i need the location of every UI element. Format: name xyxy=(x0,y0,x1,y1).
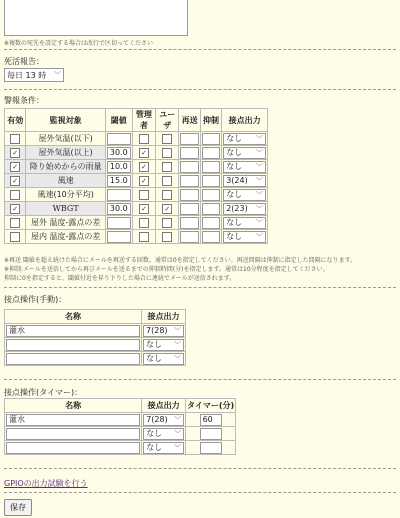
manual-row xyxy=(5,338,186,352)
select-value: なし xyxy=(146,354,163,363)
admin-checkbox[interactable]: ✓ xyxy=(139,176,149,186)
chevron-down-icon: ﹀ xyxy=(174,429,182,438)
output-select[interactable] xyxy=(223,175,266,187)
divider xyxy=(4,49,396,50)
select-value: 2(23) xyxy=(226,204,248,213)
manual-label: 接点操作(手動)： xyxy=(4,295,67,304)
divider xyxy=(4,89,396,90)
alarm-header-cell xyxy=(222,109,268,132)
heartbeat-select[interactable] xyxy=(4,68,64,82)
output-select[interactable] xyxy=(223,161,266,173)
timer-header-row xyxy=(5,399,236,413)
chevron-down-icon: ﹀ xyxy=(256,134,263,143)
chevron-down-icon: ﹀ xyxy=(256,148,263,157)
manual-header-0: 名称 xyxy=(65,312,81,321)
output-select[interactable] xyxy=(223,203,266,215)
manual-output-select[interactable] xyxy=(143,339,184,351)
select-value: なし xyxy=(146,340,163,349)
admin-checkbox[interactable]: ✓ xyxy=(139,204,149,214)
enabled-checkbox[interactable] xyxy=(10,134,20,144)
resend-input[interactable] xyxy=(180,189,198,201)
threshold-input[interactable]: 30.0 xyxy=(107,147,131,159)
threshold-input[interactable]: 30.0 xyxy=(107,203,131,215)
alarm-header-6: 抑制 xyxy=(203,115,219,125)
select-value: なし xyxy=(226,190,243,199)
chevron-down-icon: ﹀ xyxy=(174,326,181,335)
resend-input[interactable] xyxy=(180,231,198,243)
chevron-down-icon: ﹀ xyxy=(174,340,181,349)
select-value: なし xyxy=(226,162,243,171)
chevron-down-icon: ﹀ xyxy=(174,443,182,452)
alarm-note-zero: 抑制に0を指定すると、閾値付近を昇り下りした場合に連続でメールが送信されます。 xyxy=(4,275,236,282)
alarm-header-1: 監視対象 xyxy=(49,115,82,125)
chevron-down-icon: ﹀ xyxy=(174,415,182,424)
manual-output-select[interactable] xyxy=(143,353,184,365)
user-checkbox[interactable] xyxy=(162,218,172,228)
suppress-input[interactable] xyxy=(202,133,220,145)
timer-header-0: 名称 xyxy=(65,401,82,410)
resend-input[interactable] xyxy=(180,161,198,173)
gpio-test-link[interactable]: GPIOの出力試験を行う xyxy=(4,479,88,488)
select-value: 7(28) xyxy=(146,326,168,335)
timer-name-input[interactable]: 灌水 xyxy=(6,414,140,426)
manual-row xyxy=(5,324,186,338)
suppress-input[interactable] xyxy=(202,231,220,243)
timer-name-input[interactable] xyxy=(6,428,140,440)
timer-minutes-input[interactable] xyxy=(200,442,222,454)
suppress-input[interactable] xyxy=(202,161,220,173)
alarm-row xyxy=(5,188,268,202)
threshold-input[interactable] xyxy=(107,217,131,229)
threshold-input[interactable]: 10.0 xyxy=(107,161,131,173)
user-checkbox[interactable] xyxy=(162,162,172,172)
chevron-down-icon: ﹀ xyxy=(54,71,61,79)
alarm-row xyxy=(5,146,268,160)
alarm-header-5: 再送 xyxy=(181,115,198,125)
admin-checkbox[interactable] xyxy=(139,232,149,242)
chevron-down-icon: ﹀ xyxy=(256,190,263,199)
alarm-header-cell xyxy=(5,109,26,132)
admin-checkbox[interactable] xyxy=(139,190,149,200)
monitor-target: 屋外気温(以下) xyxy=(38,134,93,143)
admin-checkbox[interactable]: ✓ xyxy=(139,162,149,172)
manual-name-input[interactable] xyxy=(6,353,140,365)
resend-input[interactable] xyxy=(180,203,198,215)
timer-minutes-input[interactable]: 60 xyxy=(200,414,222,426)
select-value: なし xyxy=(226,232,243,241)
select-value: 7(28) xyxy=(146,415,168,424)
user-checkbox[interactable] xyxy=(162,134,172,144)
monitor-target: 屋外気温(以上) xyxy=(38,148,93,157)
monitor-target: 屋外 温度-露点の差 xyxy=(30,218,101,227)
threshold-input[interactable] xyxy=(107,133,131,145)
divider xyxy=(4,287,396,288)
email-recipients-textarea[interactable] xyxy=(4,0,188,36)
divider xyxy=(4,492,396,493)
divider xyxy=(4,468,396,469)
enabled-checkbox[interactable]: ✓ xyxy=(10,162,20,172)
timer-label: 接点操作(タイマー)： xyxy=(4,388,83,397)
enabled-checkbox[interactable] xyxy=(10,218,20,228)
monitor-target: 風速 xyxy=(57,176,74,185)
manual-name-input[interactable]: 灌水 xyxy=(6,325,140,337)
alarm-label: 警報条件： xyxy=(4,96,44,105)
chevron-down-icon: ﹀ xyxy=(256,204,263,213)
manual-row xyxy=(5,352,186,366)
timer-row xyxy=(5,441,236,455)
resend-input[interactable] xyxy=(180,147,198,159)
select-value: なし xyxy=(226,148,243,157)
alarm-row xyxy=(5,216,268,230)
manual-table xyxy=(4,309,186,366)
enabled-checkbox[interactable]: ✓ xyxy=(10,176,20,186)
timer-output-select[interactable] xyxy=(143,442,184,454)
alarm-header-cell xyxy=(26,109,105,132)
admin-checkbox[interactable] xyxy=(139,218,149,228)
alarm-header-2: 閾値 xyxy=(110,115,127,125)
alarm-note-resend: ※再送 閾値を超え続けた場合にメールを再送する回数。通常は0を指定してください。再送間隔は抑制に指定した間隔になります。 xyxy=(4,257,357,264)
output-select[interactable] xyxy=(223,217,266,229)
alarm-header-cell xyxy=(156,109,179,132)
manual-output-select[interactable] xyxy=(143,325,184,337)
suppress-input[interactable] xyxy=(202,203,220,215)
resend-input[interactable] xyxy=(180,133,198,145)
monitor-target: 屋内 温度-露点の差 xyxy=(30,232,101,241)
chevron-down-icon: ﹀ xyxy=(256,232,263,241)
alarm-row xyxy=(5,132,268,146)
alarm-header-4: ユーザ xyxy=(159,110,176,130)
alarm-row xyxy=(5,202,268,216)
admin-checkbox[interactable] xyxy=(139,134,149,144)
admin-checkbox[interactable]: ✓ xyxy=(139,148,149,158)
select-value: なし xyxy=(226,218,243,227)
enabled-checkbox[interactable]: ✓ xyxy=(10,148,20,158)
resend-input[interactable] xyxy=(180,217,198,229)
alarm-row xyxy=(5,230,268,244)
threshold-input[interactable] xyxy=(107,189,131,201)
suppress-input[interactable] xyxy=(202,175,220,187)
resend-input[interactable] xyxy=(180,175,198,187)
select-value: なし xyxy=(146,443,163,452)
timer-minutes-input[interactable] xyxy=(200,428,222,440)
timer-name-input[interactable] xyxy=(6,442,140,454)
monitor-target: WBGT xyxy=(52,204,79,213)
user-checkbox[interactable] xyxy=(162,176,172,186)
timer-header-1: 接点出力 xyxy=(147,401,180,410)
suppress-input[interactable] xyxy=(202,147,220,159)
suppress-input[interactable] xyxy=(202,217,220,229)
user-checkbox[interactable]: ✓ xyxy=(162,204,172,214)
alarm-table xyxy=(4,108,268,244)
select-value: なし xyxy=(146,429,163,438)
heartbeat-value: 毎日 13 時 xyxy=(7,70,47,80)
user-checkbox[interactable] xyxy=(162,232,172,242)
enabled-checkbox[interactable] xyxy=(10,232,20,242)
output-select[interactable] xyxy=(223,147,266,159)
timer-output-select[interactable] xyxy=(143,414,184,426)
output-select[interactable] xyxy=(223,189,266,201)
enabled-checkbox[interactable] xyxy=(10,190,20,200)
chevron-down-icon: ﹀ xyxy=(256,176,263,185)
select-value: なし xyxy=(226,134,243,143)
timer-output-select[interactable] xyxy=(143,428,184,440)
manual-name-input[interactable] xyxy=(6,339,140,351)
user-checkbox[interactable] xyxy=(162,148,172,158)
output-select[interactable] xyxy=(223,133,266,145)
alarm-header-cell xyxy=(179,109,200,132)
alarm-header-cell xyxy=(132,109,155,132)
alarm-header-cell xyxy=(200,109,221,132)
select-value: 3(24) xyxy=(226,176,248,185)
suppress-input[interactable] xyxy=(202,189,220,201)
manual-header-row xyxy=(5,310,186,324)
chevron-down-icon: ﹀ xyxy=(174,354,181,363)
alarm-header-row xyxy=(5,109,268,132)
output-select[interactable] xyxy=(223,231,266,243)
chevron-down-icon: ﹀ xyxy=(256,218,263,227)
heartbeat-label: 死活報告： xyxy=(4,57,44,66)
divider xyxy=(4,379,396,380)
alarm-header-3: 管理者 xyxy=(135,110,152,130)
threshold-input[interactable]: 15.0 xyxy=(107,175,131,187)
timer-header-2: タイマー(分) xyxy=(187,401,235,410)
threshold-input[interactable] xyxy=(107,231,131,243)
user-checkbox[interactable] xyxy=(162,190,172,200)
alarm-note-suppress: ※抑制:メールを送信してから再びメールを送るまでの抑制時間(分)を指定します。通常は10分程度を指定してください。 xyxy=(4,266,329,273)
alarm-header-cell xyxy=(105,109,132,132)
monitor-target: 降り始めからの雨量 xyxy=(29,162,102,171)
chevron-down-icon: ﹀ xyxy=(256,162,263,171)
save-button[interactable]: 保存 xyxy=(4,499,32,516)
manual-header-1: 接点出力 xyxy=(147,312,180,321)
monitor-target: 風速(10分平均) xyxy=(37,190,94,199)
enabled-checkbox[interactable]: ✓ xyxy=(10,204,20,214)
alarm-header-0: 有効 xyxy=(7,115,24,125)
email-note: ※複数の宛先を設定する場合は改行で区切ってください xyxy=(4,40,154,47)
timer-row xyxy=(5,427,236,441)
timer-table xyxy=(4,398,236,455)
timer-row xyxy=(5,413,236,427)
alarm-row xyxy=(5,160,268,174)
alarm-header-7: 接点出力 xyxy=(228,115,261,125)
alarm-row xyxy=(5,174,268,188)
